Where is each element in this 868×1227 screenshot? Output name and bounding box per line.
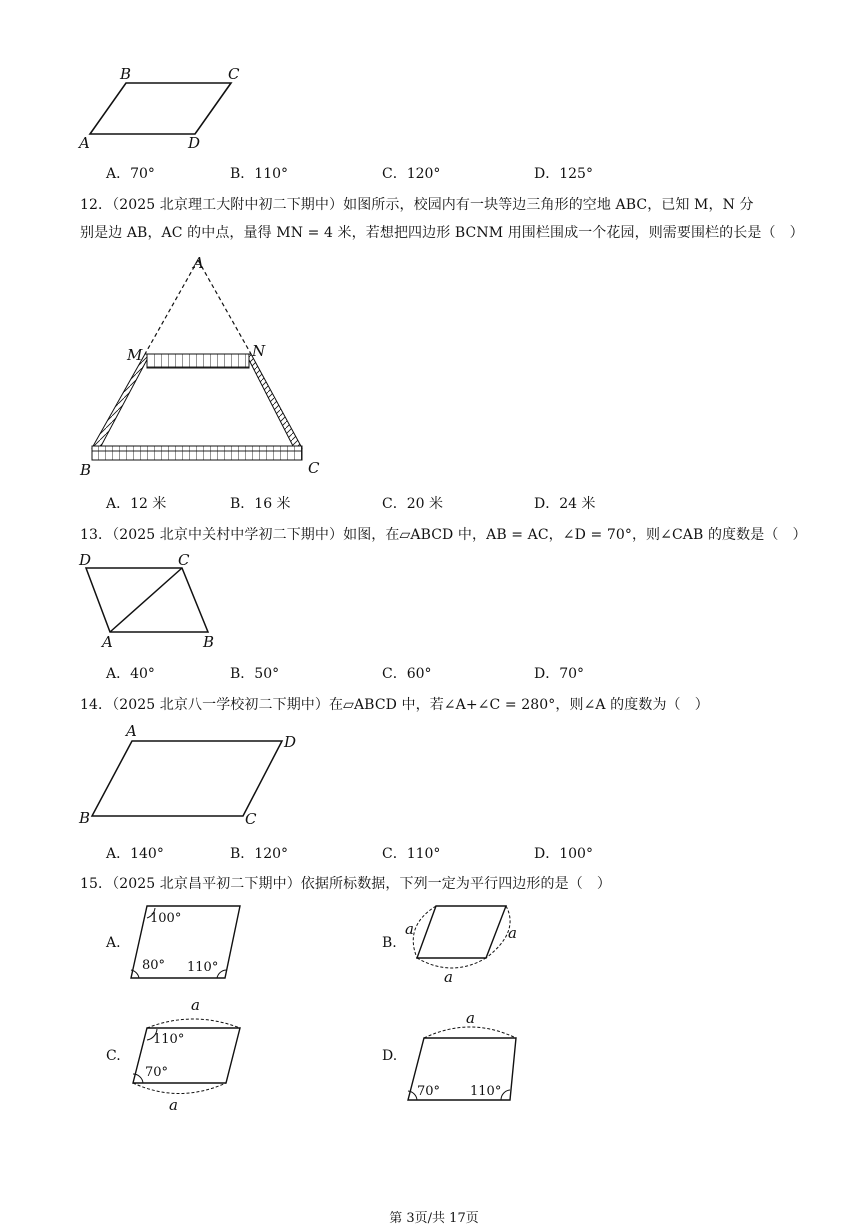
q12-label-a: A — [193, 254, 204, 272]
q14-label-b: B — [79, 809, 91, 827]
q11-option-a: A．70° — [106, 166, 155, 182]
q15-figure-b — [400, 896, 530, 984]
q14-option-b: B．120° — [230, 846, 289, 862]
q13-label-a: A — [102, 633, 113, 651]
q15-text-line1: 15．（2025 北京昌平初二下期中）依据所标数据，下列一定为平行四边形的是（ ） — [80, 876, 611, 892]
q15-figure-c — [125, 996, 255, 1114]
q13-diagonal-ac — [110, 568, 182, 632]
q15-option-a-letter: A. — [106, 935, 121, 951]
q15-d-arc-br — [501, 1090, 510, 1100]
q12-dashed-side-right — [198, 260, 251, 354]
q12-fence-left — [92, 354, 150, 448]
q15-b-side-left: a — [405, 920, 414, 938]
q11-label-b: B — [120, 65, 132, 83]
q15-b-quadrilateral — [417, 906, 506, 958]
q14-label-c: C — [245, 810, 257, 828]
q12-label-b: B — [80, 461, 92, 479]
q13-option-d: D．70° — [534, 666, 585, 682]
q13-label-c: C — [178, 551, 190, 569]
q14-label-d: D — [284, 733, 297, 751]
q15-option-c-letter: C. — [106, 1048, 121, 1064]
q15-a-angle-br: 110° — [187, 960, 219, 975]
q12-fence-top — [147, 354, 249, 368]
q13-option-c: C．60° — [382, 666, 432, 682]
q13-label-d: D — [79, 551, 92, 569]
q15-option-d-letter: D. — [382, 1048, 398, 1064]
q15-a-angle-top: 100° — [150, 911, 182, 926]
q13-parallelogram-figure — [70, 548, 240, 652]
q12-option-c: C．20 米 — [382, 496, 443, 512]
q13-label-b: B — [203, 633, 215, 651]
q11-option-d: D．125° — [534, 166, 593, 182]
q15-a-angle-bl: 80° — [142, 958, 166, 973]
q12-fence-right — [246, 354, 302, 448]
q11-label-a: A — [79, 134, 90, 152]
q13-text-line1: 13．（2025 北京中关村中学初二下期中）如图，在▱ABCD 中，AB = AC，∠D = 70°，则∠CAB 的度数是（ ） — [80, 527, 807, 543]
q14-parallelogram — [92, 741, 282, 816]
q12-dashed-side-left — [145, 260, 198, 354]
q15-c-dash-top — [147, 1019, 240, 1028]
q15-c-angle-top: 110° — [153, 1032, 185, 1047]
q13-option-b: B．50° — [230, 666, 280, 682]
q15-d-angle-br: 110° — [470, 1084, 502, 1099]
q15-b-dash-bottom — [417, 958, 486, 968]
q12-text-line1: 12．（2025 北京理工大附中初二下期中）如图所示，校园内有一块等边三角形的空地 ABC，已知 M，N 分 — [80, 197, 754, 213]
q15-figure-a — [125, 900, 255, 986]
q15-c-side-top: a — [191, 996, 200, 1014]
q12-label-m: M — [127, 346, 143, 364]
q11-option-b: B．110° — [230, 166, 289, 182]
q15-c-dash-bottom — [133, 1083, 226, 1094]
q15-c-side-bottom: a — [169, 1096, 178, 1114]
q14-option-c: C．110° — [382, 846, 441, 862]
q12-fence-bottom — [92, 446, 302, 460]
q11-parallelogram — [90, 83, 231, 134]
q15-b-side-bottom: a — [444, 968, 453, 984]
q14-option-a: A．140° — [106, 846, 164, 862]
q13-option-a: A．40° — [106, 666, 155, 682]
q14-parallelogram-figure — [70, 718, 310, 832]
q15-figure-d — [400, 1006, 530, 1106]
q15-d-side-top: a — [466, 1009, 475, 1027]
q12-option-b: B．16 米 — [230, 496, 291, 512]
q12-option-d: D．24 米 — [534, 496, 596, 512]
q14-option-d: D．100° — [534, 846, 593, 862]
q11-option-c: C．120° — [382, 166, 441, 182]
q11-label-c: C — [228, 65, 240, 83]
q15-d-angle-bl: 70° — [417, 1084, 441, 1099]
q15-d-dash-top — [424, 1027, 516, 1038]
q15-c-angle-bl: 70° — [145, 1065, 169, 1080]
q11-label-d: D — [188, 134, 201, 152]
q15-b-side-right: a — [508, 924, 517, 942]
q14-label-a: A — [126, 722, 137, 740]
q12-fence-figure — [70, 248, 340, 480]
q14-text-line1: 14．（2025 北京八一学校初二下期中）在▱ABCD 中，若∠A+∠C = 280°，则∠A 的度数为（ ） — [80, 697, 709, 713]
page-footer: 第 3页/共 17页 — [389, 1211, 479, 1226]
q12-text-line2: 别是边 AB，AC 的中点，量得 MN = 4 米，若想把四边形 BCNM 用围栏围成一个花园，则需要围栏的长是（ ） — [80, 225, 804, 241]
q15-option-b-letter: B. — [382, 935, 397, 951]
q12-label-n: N — [252, 342, 266, 360]
q12-label-c: C — [308, 459, 320, 477]
q11-parallelogram-figure — [70, 60, 260, 155]
q12-option-a: A．12 米 — [106, 496, 167, 512]
